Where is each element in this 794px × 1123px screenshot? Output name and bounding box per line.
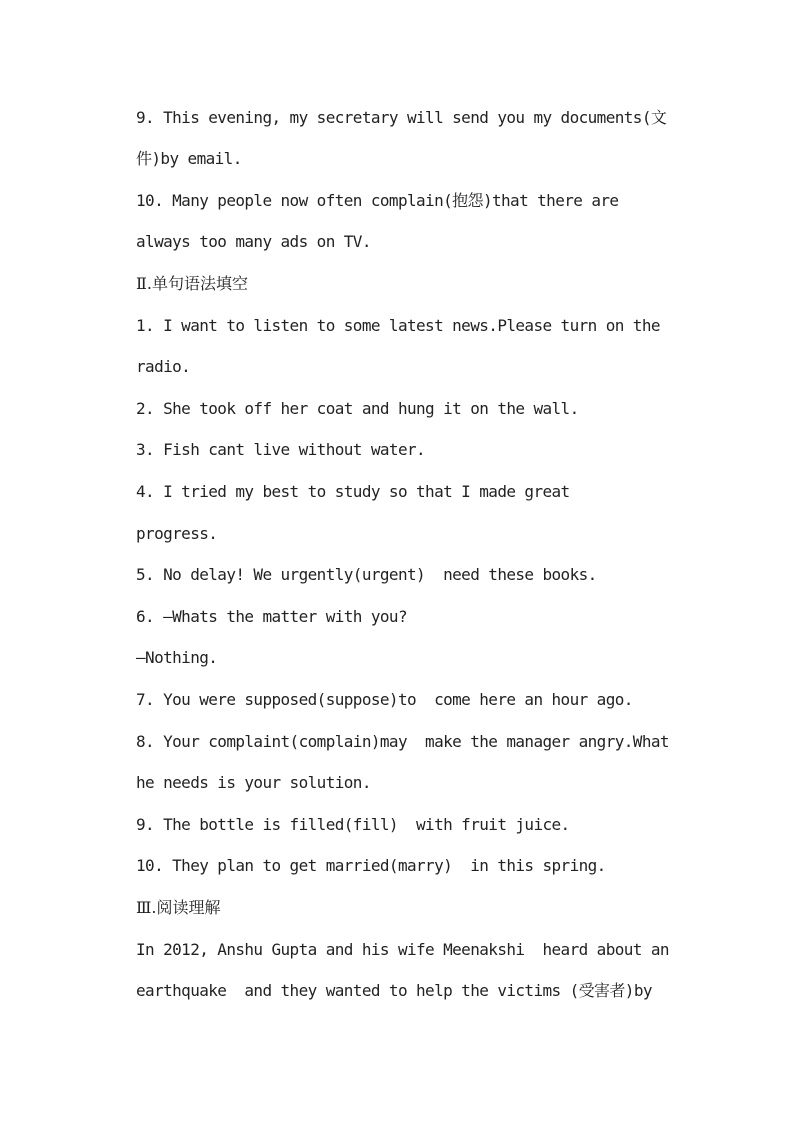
- grammar-item-7: 7. You were supposed(suppose)to come here an hour ago.: [136, 690, 633, 709]
- reading-passage-line-1: In 2012, Anshu Gupta and his wife Meenakshi heard about an: [136, 940, 669, 959]
- section-heading-grammar: Ⅱ.单句语法填空: [136, 274, 248, 293]
- grammar-item-4-part1: 4. I tried my best to study so that I made great: [136, 482, 570, 501]
- grammar-item-1-part2: radio.: [136, 357, 191, 376]
- exercise-line-10-part1: 10. Many people now often complain(抱怨)that there are: [136, 191, 619, 210]
- grammar-item-6-part2: —Nothing.: [136, 648, 218, 667]
- section-heading-reading: Ⅲ.阅读理解: [136, 898, 221, 917]
- grammar-item-5: 5. No delay! We urgently(urgent) need these books.: [136, 565, 597, 584]
- grammar-item-2: 2. She took off her coat and hung it on the wall.: [136, 399, 579, 418]
- grammar-item-3: 3. Fish cant live without water.: [136, 440, 426, 459]
- grammar-item-8-part1: 8. Your complaint(complain)may make the manager angry.What: [136, 732, 669, 751]
- exercise-line-9-part1: 9. This evening, my secretary will send you my documents(文: [136, 108, 667, 127]
- exercise-line-10-part2: always too many ads on TV.: [136, 232, 371, 251]
- exercise-line-9-part2: 件)by email.: [136, 149, 242, 168]
- grammar-item-10: 10. They plan to get married(marry) in this spring.: [136, 856, 606, 875]
- grammar-item-8-part2: he needs is your solution.: [136, 773, 371, 792]
- grammar-item-1-part1: 1. I want to listen to some latest news.Please turn on the: [136, 316, 660, 335]
- grammar-item-9: 9. The bottle is filled(fill) with fruit juice.: [136, 815, 570, 834]
- grammar-item-4-part2: progress.: [136, 524, 218, 543]
- reading-passage-line-2: earthquake and they wanted to help the victims (受害者)by: [136, 981, 652, 1000]
- grammar-item-6-part1: 6. —Whats the matter with you?: [136, 607, 407, 626]
